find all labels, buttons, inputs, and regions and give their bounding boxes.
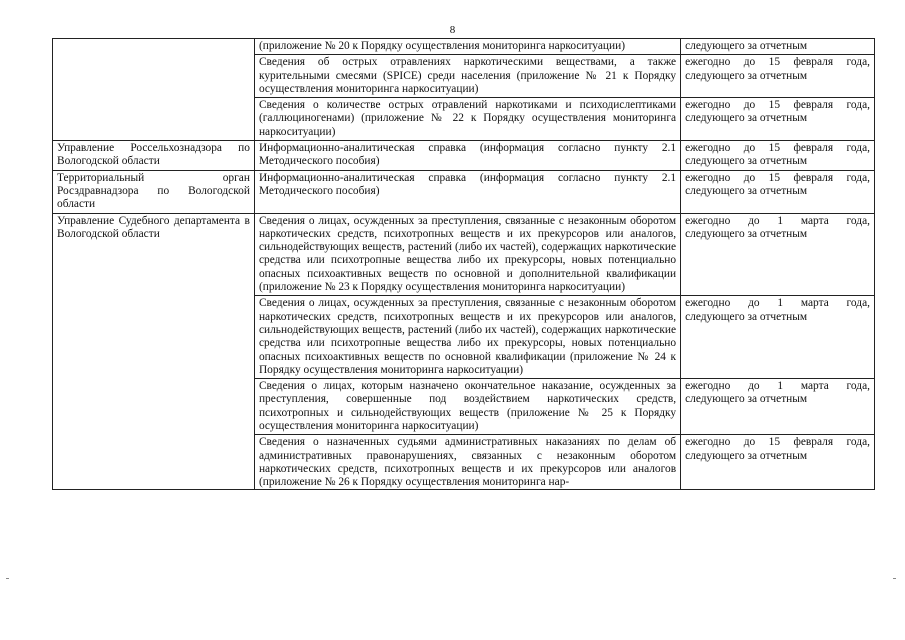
term-cell bbox=[681, 379, 875, 435]
doc-cell bbox=[254, 55, 680, 98]
doc-text: Информационно-аналитическая справка (информация согласно пункту 2.1 Методического пособия) bbox=[258, 171, 677, 197]
org-cell bbox=[53, 435, 255, 490]
doc-text: Сведения о назначенных судьями административных наказаниях по делам об административных правонарушениях, связанных с незаконным оборотом наркотических средств, психотропных веществ и их прекурсоров или аналогов (приложение № 26 к Порядку осуществления мониторинга нар- bbox=[258, 436, 677, 489]
term-text: ежегодно до 1 марта года, следующего за отчетным bbox=[685, 380, 870, 406]
org-cell bbox=[53, 39, 255, 55]
org-cell bbox=[53, 141, 255, 171]
doc-cell bbox=[254, 296, 680, 379]
term-text: ежегодно до 15 февраля года, следующего за отчетным bbox=[685, 171, 870, 197]
term-text: ежегодно до 1 марта года, следующего за отчетным bbox=[685, 297, 870, 323]
table-row bbox=[53, 170, 875, 213]
doc-cell bbox=[254, 435, 680, 490]
doc-cell bbox=[254, 98, 680, 141]
doc-text: Сведения о количестве острых отравлений наркотиками и психодислептиками (галлюциногенами) (приложение № 22 к Порядку осуществления мониторинга наркоситуации) bbox=[258, 99, 677, 138]
doc-text: Сведения о лицах, осужденных за преступления, связанные с незаконным оборотом наркотических средств, психотропных веществ и их прекурсоров или аналогов, сильнодействующих веществ, растений (либо их частей), содержащих наркотические средства или психотропные вещества либо их прекурсоры, новых потенциально опасных психоактивных веществ по основной и дополнительной квалификации (приложение № 23 к Порядку осуществления мониторинга наркоситуации) bbox=[258, 214, 677, 294]
term-cell bbox=[681, 39, 875, 55]
table-row bbox=[53, 296, 875, 379]
org-text: Территориальный орган Росздравнадзора по Вологодской области bbox=[57, 171, 250, 211]
org-cell bbox=[53, 213, 255, 296]
term-cell bbox=[681, 213, 875, 296]
page-number: 8 bbox=[449, 24, 456, 36]
term-cell bbox=[681, 296, 875, 379]
table-row bbox=[53, 141, 875, 171]
term-text: ежегодно до 15 февраля года, следующего за отчетным bbox=[685, 436, 870, 462]
term-cell bbox=[681, 435, 875, 490]
table-row bbox=[53, 379, 875, 435]
doc-cell bbox=[254, 39, 680, 55]
term-text: ежегодно до 15 февраля года, следующего за отчетным bbox=[685, 99, 870, 125]
term-text: ежегодно до 15 февраля года, следующего за отчетным bbox=[685, 56, 870, 82]
term-text: следующего за отчетным bbox=[685, 40, 808, 52]
doc-text: Сведения об острых отравлениях наркотическими веществами, а также курительными смесями (SPICE) среди населения (приложение № 21 к Порядку осуществления мониторинга наркоситуации) bbox=[258, 56, 677, 95]
doc-text: Сведения о лицах, которым назначено окончательное наказание, осужденных за преступления, совершенные под воздействием наркотических средств, психотропных и сильнодействующих веществ (приложение № 25 к Порядку осуществления мониторинга наркоситуации) bbox=[258, 380, 677, 433]
org-text: Управление Судебного департамента в Вологодской области bbox=[57, 214, 250, 240]
scan-mark bbox=[893, 578, 896, 579]
monitoring-table bbox=[52, 38, 875, 490]
term-cell bbox=[681, 170, 875, 213]
org-cell bbox=[53, 98, 255, 141]
term-cell bbox=[681, 55, 875, 98]
table-row bbox=[53, 213, 875, 296]
table-row bbox=[53, 39, 875, 55]
org-cell bbox=[53, 296, 255, 379]
table-row bbox=[53, 55, 875, 98]
table-row bbox=[53, 98, 875, 141]
scan-mark bbox=[6, 578, 9, 579]
doc-cell bbox=[254, 379, 680, 435]
doc-cell bbox=[254, 170, 680, 213]
org-text: Управление Россельхознадзора по Вологодской области bbox=[57, 142, 250, 168]
doc-text: Сведения о лицах, осужденных за преступления, связанные с незаконным оборотом наркотических средств, психотропных веществ и их прекурсоров или аналогов, сильнодействующих веществ, растений (либо их частей), содержащих наркотические средства или психотропные вещества либо их прекурсоры, новых потенциально опасных психоактивных веществ по основной квалификации (приложение № 24 к Порядку осуществления мониторинга наркоситуации) bbox=[258, 297, 677, 376]
doc-text: (приложение № 20 к Порядку осуществления мониторинга наркоситуации) bbox=[258, 40, 625, 52]
org-cell bbox=[53, 170, 255, 213]
term-text: ежегодно до 15 февраля года, следующего за отчетным bbox=[685, 142, 870, 168]
term-text: ежегодно до 1 марта года, следующего за отчетным bbox=[685, 214, 870, 240]
doc-text: Информационно-аналитическая справка (информация согласно пункту 2.1 Методического пособия) bbox=[258, 142, 677, 168]
doc-cell bbox=[254, 213, 680, 296]
term-cell bbox=[681, 98, 875, 141]
org-cell bbox=[53, 379, 255, 435]
doc-cell bbox=[254, 141, 680, 171]
table-row bbox=[53, 435, 875, 490]
org-cell bbox=[53, 55, 255, 98]
term-cell bbox=[681, 141, 875, 171]
